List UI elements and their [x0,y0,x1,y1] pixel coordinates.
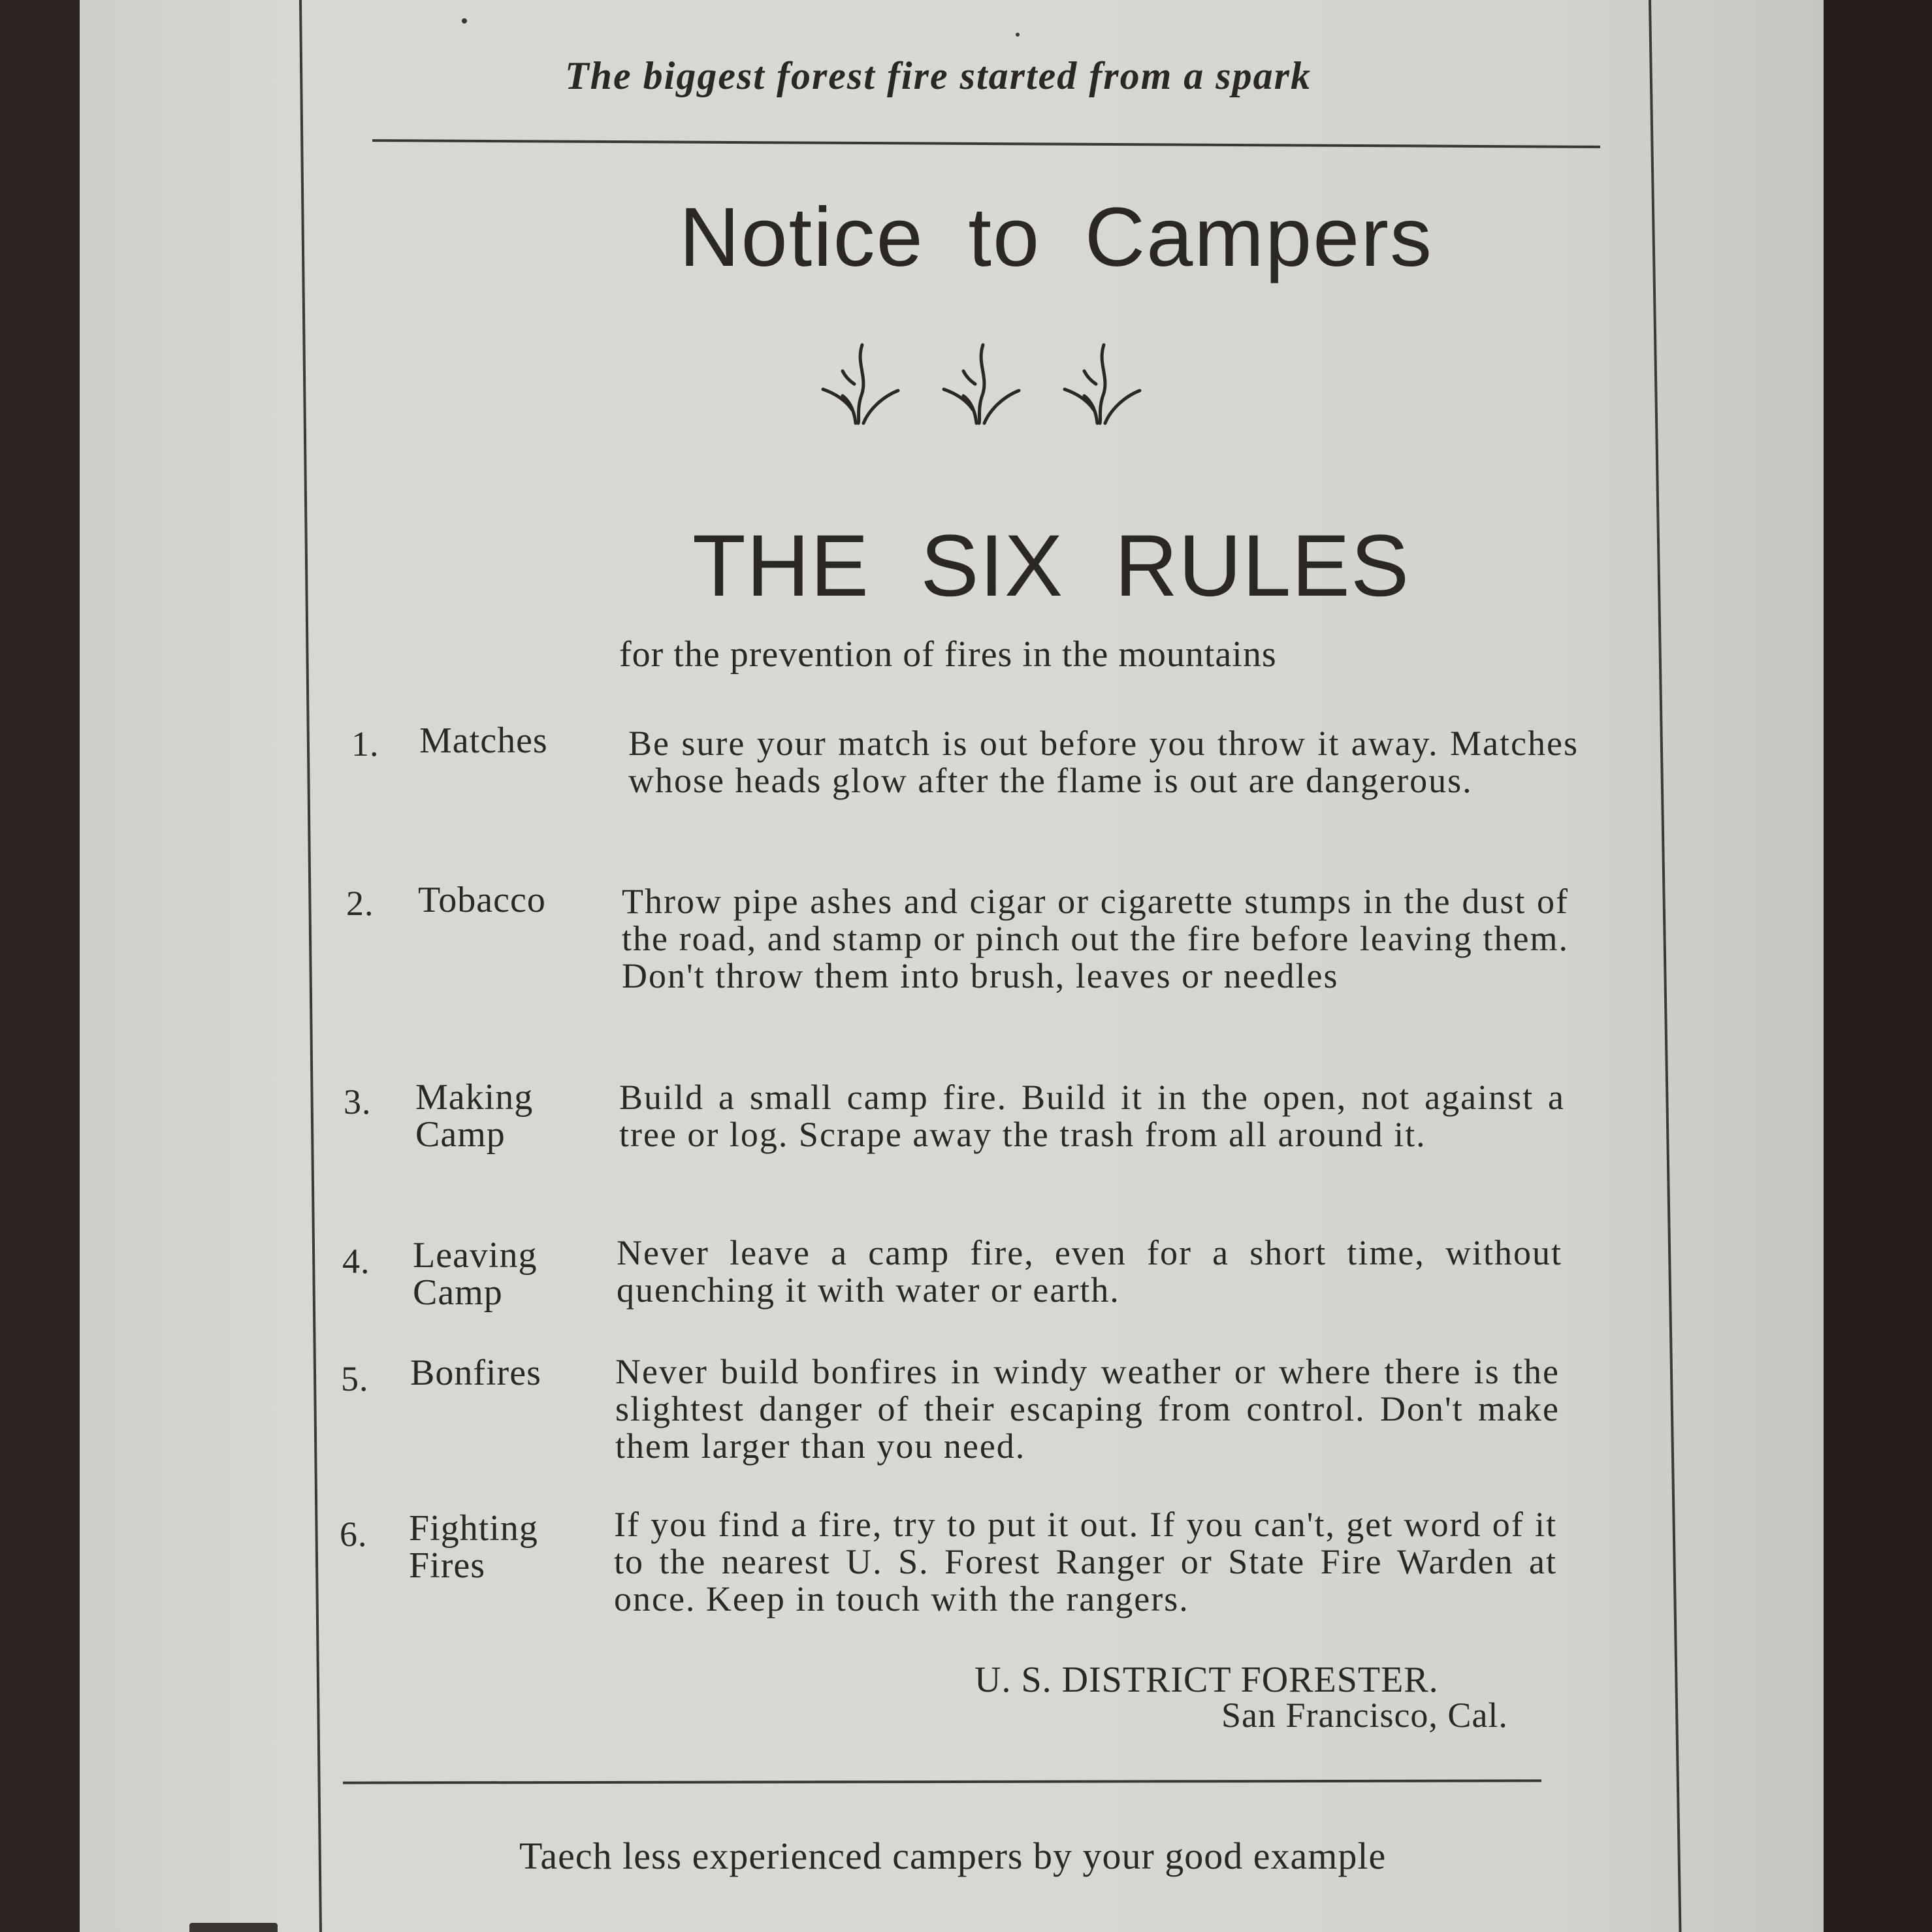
tagline: The biggest forest fire started from a spark [565,54,1312,97]
footer-note: Taech less experienced campers by your good example [519,1835,1387,1877]
paper-speck [1016,33,1020,37]
rule-number: 5. [341,1359,369,1398]
rule-text: Throw pipe ashes and cigar or cigarette stumps in the dust of the road, and stamp or pinch out the fire before leaving them. Don't throw them into brush, leaves or needles [622,882,1569,995]
rule-number: 2. [346,884,374,923]
rule-number: 4. [342,1242,370,1281]
signature-location: San Francisco, Cal. [1221,1696,1508,1735]
flame-ornament-icon [810,338,1156,430]
page-title: Notice to Campers [679,191,1433,284]
rule-text: Never leave a camp fire, even for a short time, without quenching it with water or earth. [617,1233,1562,1310]
rule-name: Matches [419,720,548,761]
rule-text: If you find a fire, try to put it out. If you can't, get word of it to the nearest U. S. Forest Ranger or State Fire Warden at once. Keep in touch with the rangers. [614,1505,1557,1618]
rule-number: 3. [344,1082,372,1121]
frame-left-edge [0,0,80,1932]
rule-number: 6. [340,1515,368,1554]
rule-name: Leaving Camp [413,1235,538,1313]
rule-name: Tobacco [418,880,546,920]
rule-number: 1. [351,724,379,764]
rule-text: Never build bonfires in windy weather or where there is the slightest danger of their escaping from control. Don't make them larger than you need. [615,1352,1560,1466]
paper-edge-mark [189,1923,278,1932]
rule-name: Making Camp [415,1077,534,1155]
rule-text: Be sure your match is out before you throw it away. Matches whose heads glow after the flame is out are dangerous. [628,724,1579,800]
signature-office: U. S. DISTRICT FORESTER. [974,1660,1439,1700]
rules-heading: THE SIX RULES [692,517,1410,615]
rule-name: Bonfires [410,1353,541,1393]
paper-speck [462,18,467,24]
rules-subheading: for the prevention of fires in the mountains [619,634,1277,675]
rule-name: Fighting Fires [409,1508,538,1586]
rule-text: Build a small camp fire. Build it in the open, not against a tree or log. Scrape away the trash from all around it. [619,1078,1565,1154]
